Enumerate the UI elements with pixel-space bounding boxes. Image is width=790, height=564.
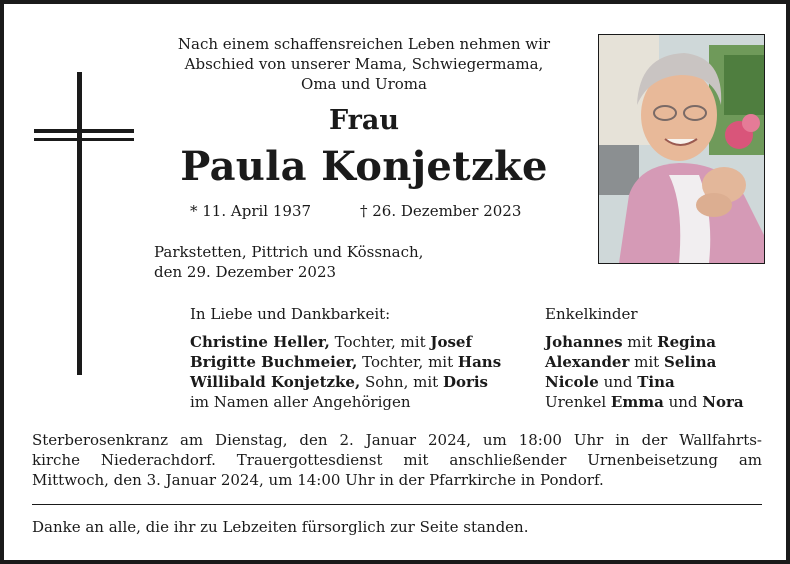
- family-row: [190, 332, 501, 352]
- grandchildren-heading: Enkelkinder: [545, 305, 638, 323]
- family-member-name: Brigitte Buchmeier,: [190, 353, 358, 371]
- cross-horizontal-bar-top: [34, 129, 134, 133]
- deceased-name: Paula Konjetzke: [180, 143, 548, 190]
- grandchild-row: [545, 352, 744, 372]
- grandchild-partner-name: Tina: [637, 373, 675, 391]
- intro-line: Nach einem schaffensreichen Leben nehmen wir: [177, 35, 551, 53]
- divider: [32, 504, 762, 505]
- thanks-text: Danke an alle, die ihr zu Lebzeiten fürsorglich zur Seite standen.: [32, 518, 529, 536]
- intro-line: Oma und Uroma: [301, 75, 427, 93]
- family-member-name: Christine Heller,: [190, 333, 330, 351]
- connector-word: und: [598, 373, 638, 391]
- service-line: kirche Niederachdorf. Trauergottesdienst mit anschließender Urnenbeisetzung am: [32, 451, 762, 469]
- great-grandchildren-row: [545, 392, 744, 412]
- family-relation: Tochter, mit: [357, 353, 458, 371]
- intro-line: Abschied von unserer Mama, Schwiegermama,: [184, 55, 544, 73]
- family-row: [190, 372, 501, 392]
- great-grandchild-name: Nora: [702, 393, 744, 411]
- family-relation: Sohn, mit: [360, 373, 443, 391]
- place-and-date: [154, 242, 423, 282]
- great-grandchild-name: Emma: [610, 393, 664, 411]
- grandchildren-column: [545, 304, 744, 412]
- connector-word: und: [663, 393, 703, 411]
- grandchild-name: Johannes: [545, 333, 623, 351]
- portrait-illustration: [599, 35, 764, 263]
- cross-vertical-bar: [77, 72, 82, 375]
- grandchild-name: Nicole: [545, 373, 599, 391]
- family-partner-name: Hans: [457, 353, 502, 371]
- place-line: Parkstetten, Pittrich und Kössnach,: [154, 243, 424, 261]
- family-row: [190, 352, 501, 372]
- family-relation: Tochter, mit: [329, 333, 431, 351]
- connector-word: mit: [622, 333, 658, 351]
- family-partner-name: Doris: [442, 373, 488, 391]
- cross-horizontal-bar-bottom: [34, 138, 134, 141]
- grandchild-row: [545, 372, 744, 392]
- date-line: den 29. Dezember 2023: [154, 263, 337, 281]
- grandchild-row: [545, 332, 744, 352]
- intro-text: [154, 34, 574, 94]
- grandchild-partner-name: Regina: [657, 333, 716, 351]
- family-column: [190, 304, 501, 412]
- family-closing: im Namen aller Angehörigen: [190, 393, 411, 411]
- service-line: Sterberosenkranz am Dienstag, den 2. Januar 2024, um 18:00 Uhr in der Wallfahrts-: [32, 431, 762, 449]
- family-partner-name: Josef: [430, 333, 472, 351]
- grandchild-partner-name: Selina: [663, 353, 717, 371]
- service-announcement: [32, 430, 762, 490]
- death-date: † 26. Dezember 2023: [360, 202, 522, 220]
- birth-date: * 11. April 1937: [190, 202, 312, 220]
- great-grandchildren-label: Urenkel: [545, 393, 611, 411]
- portrait-photo: [598, 34, 765, 264]
- family-member-name: Willibald Konjetzke,: [190, 373, 361, 391]
- family-heading: In Liebe und Dankbarkeit:: [190, 305, 391, 323]
- service-line: Mittwoch, den 3. Januar 2024, um 14:00 Uhr in der Pfarrkirche in Pondorf.: [32, 471, 604, 489]
- life-dates: [154, 200, 574, 222]
- connector-word: mit: [629, 353, 664, 371]
- salutation: Frau: [328, 105, 400, 136]
- grandchild-name: Alexander: [545, 353, 630, 371]
